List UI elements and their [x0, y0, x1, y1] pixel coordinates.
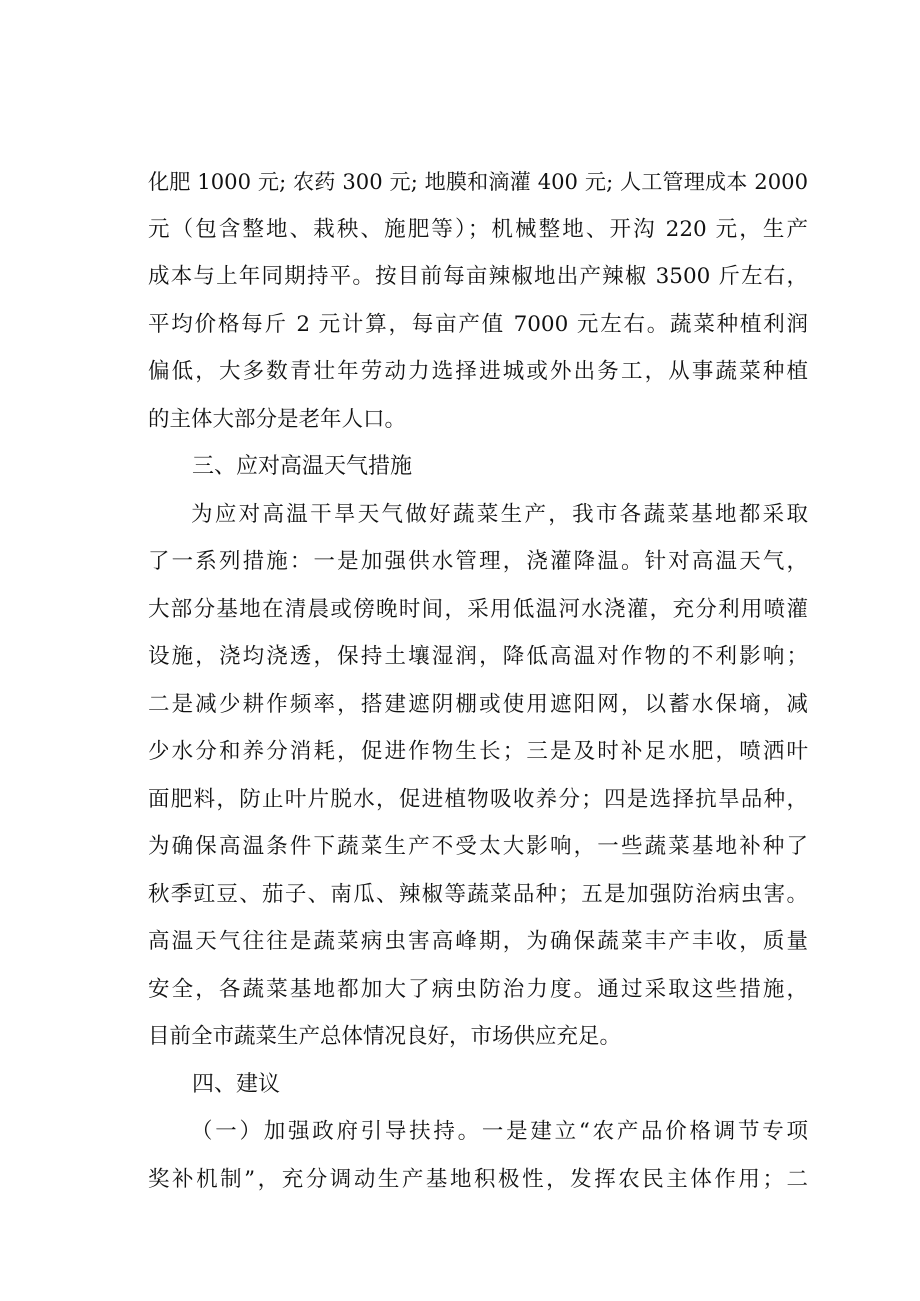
text-line: 高温天气往往是蔬菜病虫害高峰期，为确保蔬菜丰产丰收，质量	[148, 929, 808, 954]
paragraph-production-cost	[148, 158, 808, 443]
text-line: 大部分基地在清晨或傍晚时间，采用低温河水浇灌，充分利用喷灌	[148, 596, 808, 622]
text-line: 目前全市蔬菜生产总体情况良好，市场供应充足。	[148, 1024, 622, 1049]
text-line: 少水分和养分消耗，促进作物生长；三是及时补足水肥，喷洒叶	[148, 739, 808, 764]
text-line: 平均价格每斤 2 元计算，每亩产值 7000 元左右。蔬菜种植利润	[148, 311, 808, 337]
text-line: 了一系列措施：一是加强供水管理，浇灌降温。针对高温天气，	[148, 549, 808, 574]
text-line: 成本与上年同期持平。按目前每亩辣椒地出产辣椒 3500 斤左右，	[148, 264, 808, 289]
text-line: （一）加强政府引导扶持。一是建立“农产品价格调节专项	[191, 1119, 808, 1144]
text-line: 偏低，大多数青壮年劳动力选择进城或外出务工，从事蔬菜种植	[148, 359, 808, 384]
document-body	[148, 158, 808, 1203]
text-line: 设施，浇均浇透，保持土壤湿润，降低高温对作物的不利影响；	[148, 644, 808, 669]
section-heading-4	[148, 1061, 808, 1109]
text-line: 为应对高温干旱天气做好蔬菜生产，我市各蔬菜基地都采取	[191, 501, 808, 527]
text-line: 二是减少耕作频率，搭建遮阴棚或使用遮阳网，以蓄水保墒，减	[148, 691, 808, 717]
text-line: 奖补机制”，充分调动生产基地积极性，发挥农民主体作用；二	[148, 1166, 808, 1192]
paragraph-measures	[148, 491, 808, 1061]
section-heading-3	[148, 443, 808, 491]
text-line: 化肥 1000 元; 农药 300 元; 地膜和滴灌 400 元; 人工管理成本 2000	[148, 169, 808, 194]
text-line: 秋季豇豆、茄子、南瓜、辣椒等蔬菜品种；五是加强防治病虫害。	[148, 881, 808, 907]
text-line: 为确保高温条件下蔬菜生产不受太大影响，一些蔬菜基地补种了	[148, 834, 808, 859]
text-line: 面肥料，防止叶片脱水，促进植物吸收养分；四是选择抗旱品种，	[148, 786, 808, 812]
text-line: 元（包含整地、栽秧、施肥等）；机械整地、开沟 220 元，生产	[148, 216, 808, 242]
text-line: 安全，各蔬菜基地都加大了病虫防治力度。通过采取这些措施，	[148, 976, 808, 1002]
paragraph-suggestions	[148, 1108, 808, 1203]
heading-text: 四、建议	[192, 1071, 281, 1097]
text-line: 的主体大部分是老年人口。	[148, 406, 407, 432]
heading-text: 三、应对高温天气措施	[192, 454, 413, 479]
